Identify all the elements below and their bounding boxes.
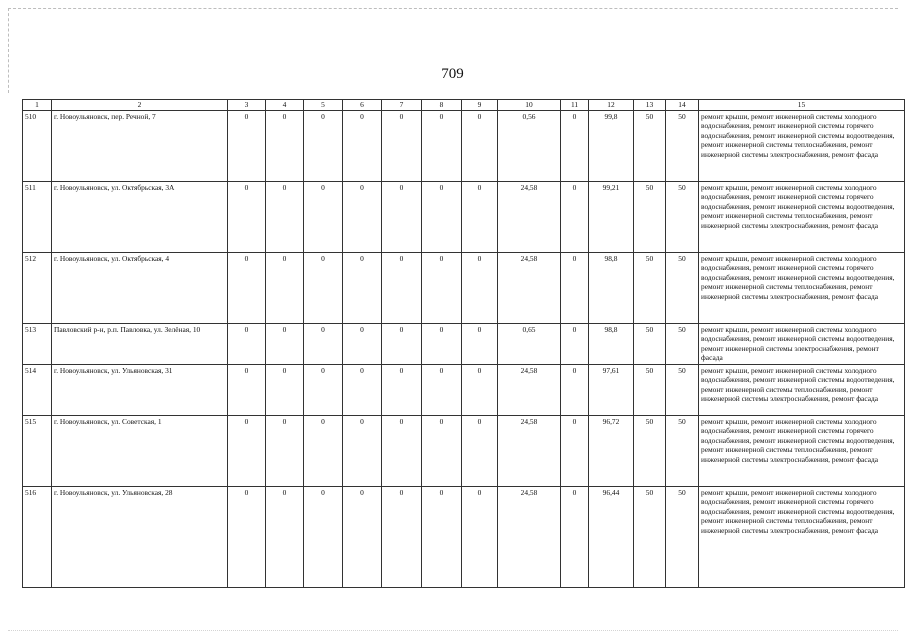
works-cell: ремонт крыши, ремонт инженерной системы холодного водоснабжения, ремонт инженерной системы горячего водоснабжения, ремонт инженерной системы водоотведения, ремонт инженерной системы теплоснабжения, ремонт инженерной системы электроснабжения, ремонт фасада [699,486,905,587]
value-cell: 0 [561,415,589,486]
value-cell: 50 [666,110,699,181]
column-header: 15 [699,100,905,111]
address-cell: г. Новоульяновск, пер. Речной, 7 [52,110,228,181]
value-cell: 50 [666,252,699,323]
column-header: 9 [462,100,498,111]
value-cell: 99,21 [589,181,634,252]
value-cell: 0 [422,252,462,323]
works-cell: ремонт крыши, ремонт инженерной системы холодного водоснабжения, ремонт инженерной системы водоотведения, ремонт инженерной системы электроснабжения, ремонт фасада [699,323,905,364]
column-header: 13 [634,100,666,111]
column-header: 14 [666,100,699,111]
address-cell: г. Новоульяновск, ул. Советская, 1 [52,415,228,486]
column-header: 7 [382,100,422,111]
value-cell: 50 [634,415,666,486]
value-cell: 0 [382,252,422,323]
value-cell: 50 [634,181,666,252]
value-cell: 0 [266,415,304,486]
row-number: 510 [23,110,52,181]
value-cell: 99,8 [589,110,634,181]
row-number: 514 [23,364,52,415]
column-header: 10 [498,100,561,111]
value-cell: 0 [422,415,462,486]
value-cell: 0 [228,415,266,486]
value-cell: 0 [343,415,382,486]
value-cell: 0 [343,181,382,252]
value-cell: 0 [228,486,266,587]
value-cell: 0 [462,181,498,252]
value-cell: 0 [422,364,462,415]
value-cell: 0 [228,323,266,364]
value-cell: 0 [343,364,382,415]
row-number: 516 [23,486,52,587]
column-header: 11 [561,100,589,111]
value-cell: 0 [266,364,304,415]
value-cell: 0 [561,486,589,587]
value-cell: 0 [382,323,422,364]
works-cell: ремонт крыши, ремонт инженерной системы холодного водоснабжения, ремонт инженерной системы горячего водоснабжения, ремонт инженерной системы водоотведения, ремонт инженерной системы теплоснабжения, ремонт инженерной системы электроснабжения, ремонт фасада [699,415,905,486]
value-cell: 96,44 [589,486,634,587]
value-cell: 0 [382,110,422,181]
works-cell: ремонт крыши, ремонт инженерной системы холодного водоснабжения, ремонт инженерной системы горячего водоснабжения, ремонт инженерной системы водоотведения, ремонт инженерной системы теплоснабжения, ремонт инженерной системы электроснабжения, ремонт фасада [699,252,905,323]
value-cell: 0 [462,415,498,486]
column-header: 2 [52,100,228,111]
value-cell: 97,61 [589,364,634,415]
value-cell: 0 [462,486,498,587]
value-cell: 0,65 [498,323,561,364]
value-cell: 0 [382,364,422,415]
value-cell: 0 [422,486,462,587]
value-cell: 50 [666,181,699,252]
value-cell: 50 [666,364,699,415]
value-cell: 0 [304,364,343,415]
value-cell: 0 [561,323,589,364]
value-cell: 24,58 [498,181,561,252]
value-cell: 0 [462,323,498,364]
address-cell: г. Новоульяновск, ул. Ульяновская, 28 [52,486,228,587]
address-cell: Павловский р-н, р.п. Павловка, ул. Зелёная, 10 [52,323,228,364]
value-cell: 0 [343,110,382,181]
value-cell: 0 [382,181,422,252]
value-cell: 0 [304,181,343,252]
value-cell: 0 [561,181,589,252]
value-cell: 0 [304,110,343,181]
scan-edge-top [8,8,898,9]
value-cell: 0 [304,486,343,587]
works-cell: ремонт крыши, ремонт инженерной системы холодного водоснабжения, ремонт инженерной системы горячего водоснабжения, ремонт инженерной системы водоотведения, ремонт инженерной системы теплоснабжения, ремонт инженерной системы электроснабжения, ремонт фасада [699,110,905,181]
value-cell: 0,56 [498,110,561,181]
value-cell: 0 [422,110,462,181]
works-cell: ремонт крыши, ремонт инженерной системы холодного водоснабжения, ремонт инженерной системы водоотведения, ремонт инженерной системы теплоснабжения, ремонт инженерной системы электроснабжения, ремонт фасада [699,364,905,415]
table-row [23,415,905,486]
value-cell: 0 [422,323,462,364]
value-cell: 0 [266,323,304,364]
value-cell: 50 [634,110,666,181]
header-row [23,100,905,111]
row-number: 512 [23,252,52,323]
value-cell: 0 [462,110,498,181]
value-cell: 0 [266,486,304,587]
value-cell: 0 [343,323,382,364]
address-cell: г. Новоульяновск, ул. Октябрьская, 4 [52,252,228,323]
table-row [23,110,905,181]
value-cell: 98,8 [589,323,634,364]
value-cell: 0 [304,323,343,364]
table-row [23,181,905,252]
value-cell: 24,58 [498,486,561,587]
value-cell: 0 [561,110,589,181]
value-cell: 0 [228,110,266,181]
value-cell: 0 [266,181,304,252]
value-cell: 98,8 [589,252,634,323]
column-header: 8 [422,100,462,111]
value-cell: 0 [228,364,266,415]
scan-edge-bottom [8,630,898,631]
value-cell: 0 [228,252,266,323]
column-header: 3 [228,100,266,111]
value-cell: 0 [382,486,422,587]
value-cell: 0 [228,181,266,252]
address-cell: г. Новоульяновск, ул. Октябрьская, 3А [52,181,228,252]
value-cell: 0 [266,110,304,181]
value-cell: 50 [634,364,666,415]
page-number: 709 [441,66,464,82]
value-cell: 0 [343,486,382,587]
table-row [23,364,905,415]
value-cell: 0 [462,252,498,323]
works-cell: ремонт крыши, ремонт инженерной системы холодного водоснабжения, ремонт инженерной системы горячего водоснабжения, ремонт инженерной системы водоотведения, ремонт инженерной системы теплоснабжения, ремонт инженерной системы электроснабжения, ремонт фасада [699,181,905,252]
value-cell: 50 [666,415,699,486]
address-cell: г. Новоульяновск, ул. Ульяновская, 31 [52,364,228,415]
column-header: 6 [343,100,382,111]
value-cell: 0 [304,415,343,486]
value-cell: 50 [666,486,699,587]
table-row [23,486,905,587]
value-cell: 24,58 [498,364,561,415]
row-number: 515 [23,415,52,486]
value-cell: 50 [634,323,666,364]
column-header: 5 [304,100,343,111]
value-cell: 0 [561,364,589,415]
value-cell: 0 [343,252,382,323]
value-cell: 50 [634,486,666,587]
data-table [22,99,905,588]
column-header: 4 [266,100,304,111]
value-cell: 0 [422,181,462,252]
value-cell: 0 [304,252,343,323]
row-number: 513 [23,323,52,364]
row-number: 511 [23,181,52,252]
table-row [23,252,905,323]
value-cell: 0 [382,415,422,486]
value-cell: 0 [266,252,304,323]
value-cell: 50 [634,252,666,323]
value-cell: 0 [561,252,589,323]
table-row [23,323,905,364]
value-cell: 96,72 [589,415,634,486]
column-header: 12 [589,100,634,111]
value-cell: 50 [666,323,699,364]
value-cell: 24,58 [498,415,561,486]
value-cell: 24,58 [498,252,561,323]
column-header: 1 [23,100,52,111]
value-cell: 0 [462,364,498,415]
